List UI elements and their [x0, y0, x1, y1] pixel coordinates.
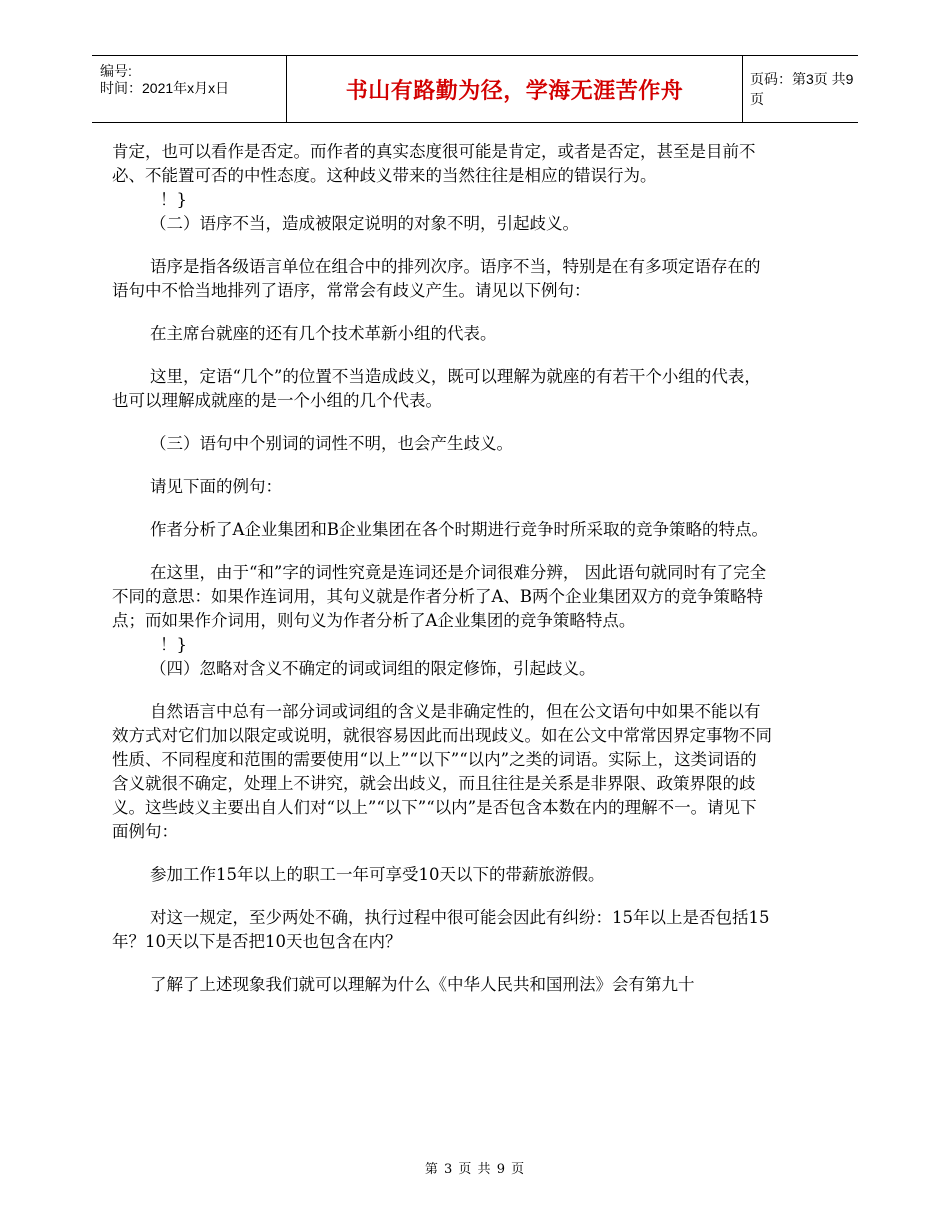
- section-heading-2: （二）语序不当，造成被限定说明的对象不明，引起歧义。: [150, 214, 579, 233]
- paragraph-1: 肯定，也可以看作是否定。而作者的真实态度很可能是肯定，或者是否定，甚至是目前不必、不能置可否的中性态度。这种歧义带来的当然往往是相应的错误行为。: [112, 142, 756, 185]
- header-page-label: 页码：第3页 共9页: [750, 71, 854, 107]
- example-sentence-2: 作者分析了A企业集团和B企业集团在各个时期进行竞争时所采取的竞争策略的特点。: [150, 520, 769, 539]
- header-info-cell: [92, 56, 286, 122]
- paragraph-2: 语序是指各级语言单位在组合中的排列次序。语序不当，特别是在有多项定语存在的语句中不恰当地排列了语序，常常会有歧义产生。请见以下例句：: [112, 257, 761, 300]
- header-motto-cell: [286, 56, 743, 122]
- section-heading-4: （四）忽略对含义不确定的词或词组的限定修饰，引起歧义。: [150, 659, 596, 678]
- page-header: [92, 55, 858, 123]
- motto-text: 书山有路勤为径，学海无涯苦作舟: [345, 78, 684, 104]
- paragraph-4: 这里，定语“几个”的位置不当造成歧义，既可以理解为就座的有若干个小组的代表，也可以理解成就座的是一个小组的几个代表。: [112, 367, 761, 410]
- document-number-label: 编号:: [100, 63, 132, 79]
- paragraph-11: 了解了上述现象我们就可以理解为什么《中华人民共和国刑法》会有第九十: [150, 975, 695, 994]
- example-sentence-3: 参加工作15年以上的职工一年可享受10天以下的带薪旅游假。: [150, 865, 605, 884]
- example-sentence-1: 在主席台就座的还有几个技术革新小组的代表。: [150, 324, 497, 343]
- paragraph-10: 对这一规定，至少两处不确，执行过程中很可能会因此有纠纷：15年以上是否包括15年？10天以下是否把10天也包含在内？: [112, 908, 770, 951]
- document-time-label: 时间：2021年x月x日: [100, 80, 230, 96]
- paragraph-5: 请见下面的例句：: [150, 477, 282, 496]
- section-heading-3: （三）语句中个别词的词性不明，也会产生歧义。: [150, 434, 513, 453]
- paragraph-8: 自然语言中总有一部分词或词组的含义是非确定性的，但在公文语句中如果不能以有效方式对它们加以限定或说明，就很容易因此而出现歧义。如在公文中常常因界定事物不同性质、不同程度和范围的需要使用“以上”“以下”“以内”之类的词语。实际上，这类词语的含义就很不确定，处理上不讲究，就会出歧义，而且往往是关系是非界限、政策界限的歧义。这些歧义主要出自人们对“以上”“以下”“以内”是否包含本数在内的理解不一。请见下面例句：: [112, 702, 772, 841]
- document-body: [112, 140, 772, 997]
- page-footer: 第 3 页 共 9 页: [424, 1162, 526, 1177]
- paragraph-7: 在这里，由于“和”字的词性究竟是连词还是介词很难分辨， 因此语句就同时有了完全不同的意思：如果作连词用，其句义就是作者分析了A、B两个企业集团双方的竞争策略特点；而如果作介词用，则句义为作者分析了A企业集团的竞争策略特点。: [112, 563, 767, 630]
- stray-mark-1: ！}: [160, 190, 187, 209]
- stray-mark-2: ！}: [160, 635, 187, 654]
- header-page-cell: [742, 56, 866, 122]
